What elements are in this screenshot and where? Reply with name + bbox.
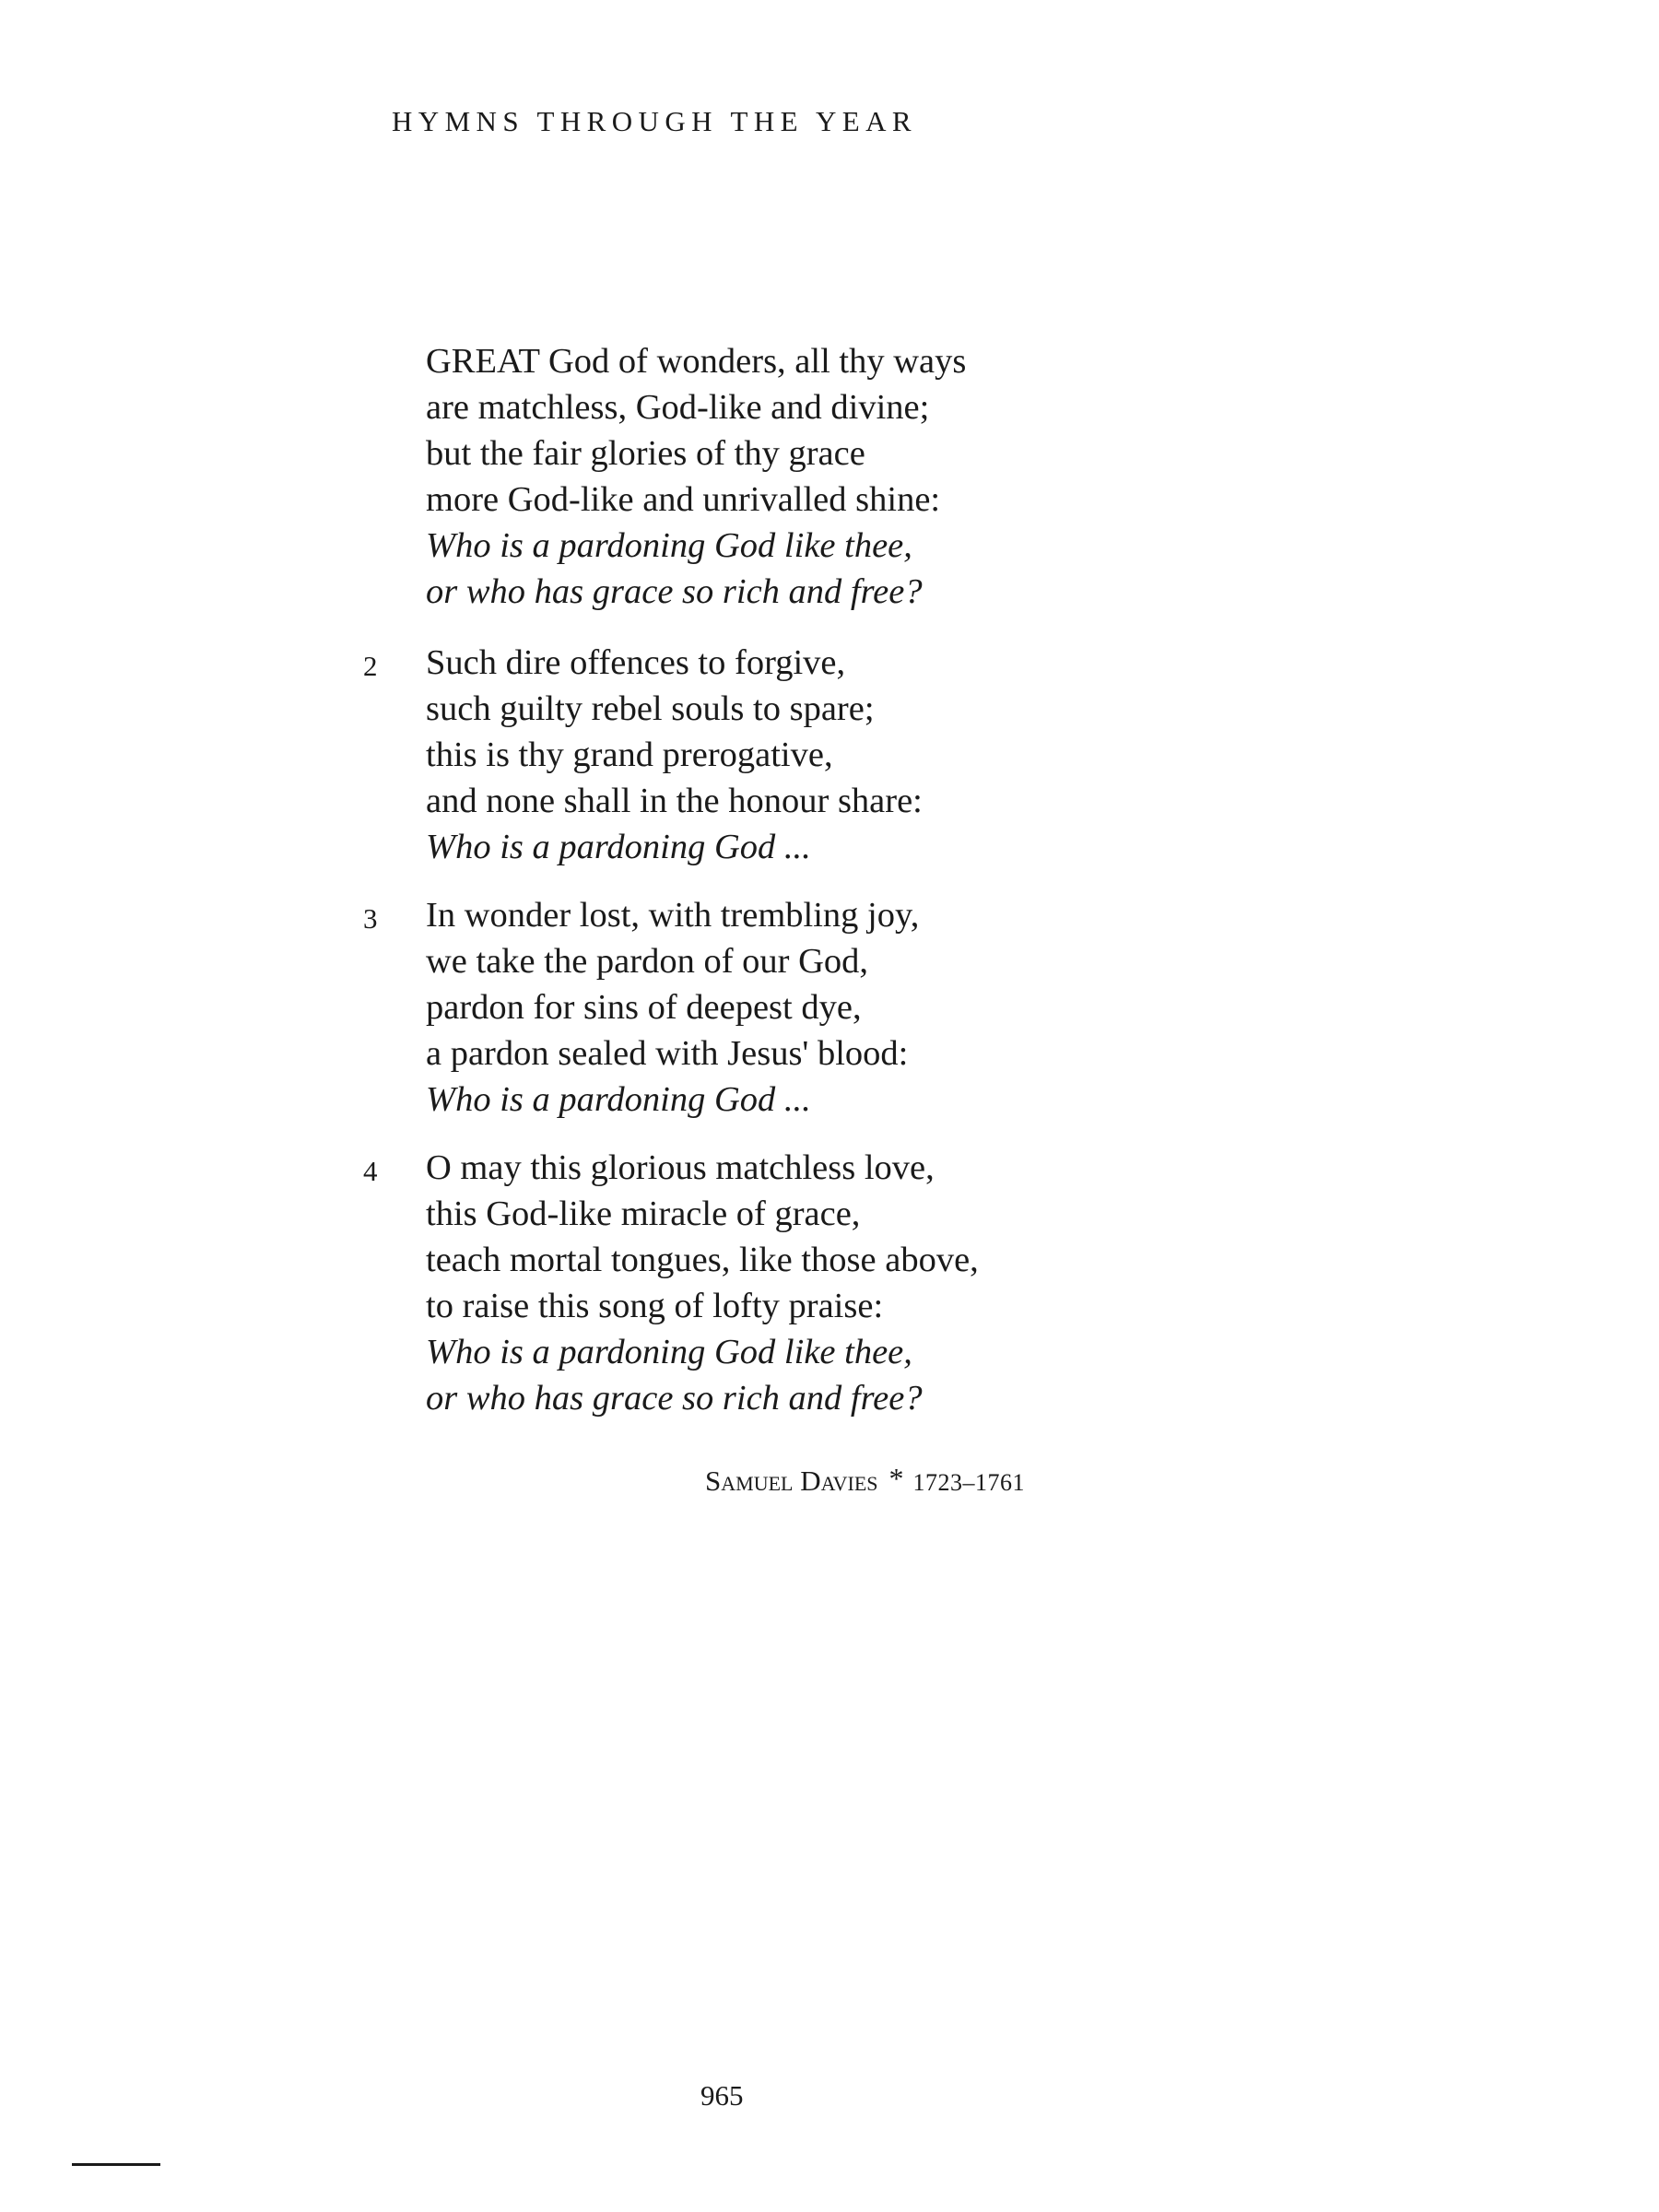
refrain-line: or who has grace so rich and free? xyxy=(426,572,923,611)
verse-line: a pardon sealed with Jesus' blood: xyxy=(426,1034,909,1073)
verse-line: this is thy grand prerogative, xyxy=(426,735,833,774)
refrain-line: or who has grace so rich and free? xyxy=(426,1379,923,1418)
verse-line: teach mortal tongues, like those above, xyxy=(426,1241,979,1279)
footer-rule xyxy=(72,2163,160,2166)
verse-line: we take the pardon of our God, xyxy=(426,942,869,981)
verse-line: to raise this song of lofty praise: xyxy=(426,1287,884,1325)
verse-line: GREAT God of wonders, all thy ways xyxy=(426,342,967,381)
stanza-number: 3 xyxy=(363,902,378,935)
verse-line: pardon for sins of deepest dye, xyxy=(426,988,862,1027)
running-head: HYMNS THROUGH THE YEAR xyxy=(392,105,917,137)
asterisk-marker: * xyxy=(888,1462,904,1495)
verse-line: In wonder lost, with trembling joy, xyxy=(426,896,920,935)
verse-line: are matchless, God-like and divine; xyxy=(426,388,930,427)
author-dates: 1723–1761 xyxy=(912,1469,1026,1496)
refrain-line: Who is a pardoning God ... xyxy=(426,1080,811,1119)
refrain-line: Who is a pardoning God like thee, xyxy=(426,526,912,565)
verse-line: O may this glorious matchless love, xyxy=(426,1148,935,1187)
author-attribution xyxy=(705,1462,1025,1501)
verse-line: but the fair glories of thy grace xyxy=(426,434,865,473)
verse-line: and none shall in the honour share: xyxy=(426,782,923,820)
stanza-number: 2 xyxy=(363,650,378,682)
refrain-line: Who is a pardoning God like thee, xyxy=(426,1333,912,1371)
verse-line: this God-like miracle of grace, xyxy=(426,1194,861,1233)
page-number: 965 xyxy=(700,2079,744,2112)
verse-line: Such dire offences to forgive, xyxy=(426,643,846,682)
author-name: Samuel Davies xyxy=(705,1465,878,1497)
verse-line: such guilty rebel souls to spare; xyxy=(426,689,875,728)
refrain-line: Who is a pardoning God ... xyxy=(426,828,811,866)
stanza-number: 4 xyxy=(363,1155,378,1187)
verse-line: more God-like and unrivalled shine: xyxy=(426,480,941,519)
